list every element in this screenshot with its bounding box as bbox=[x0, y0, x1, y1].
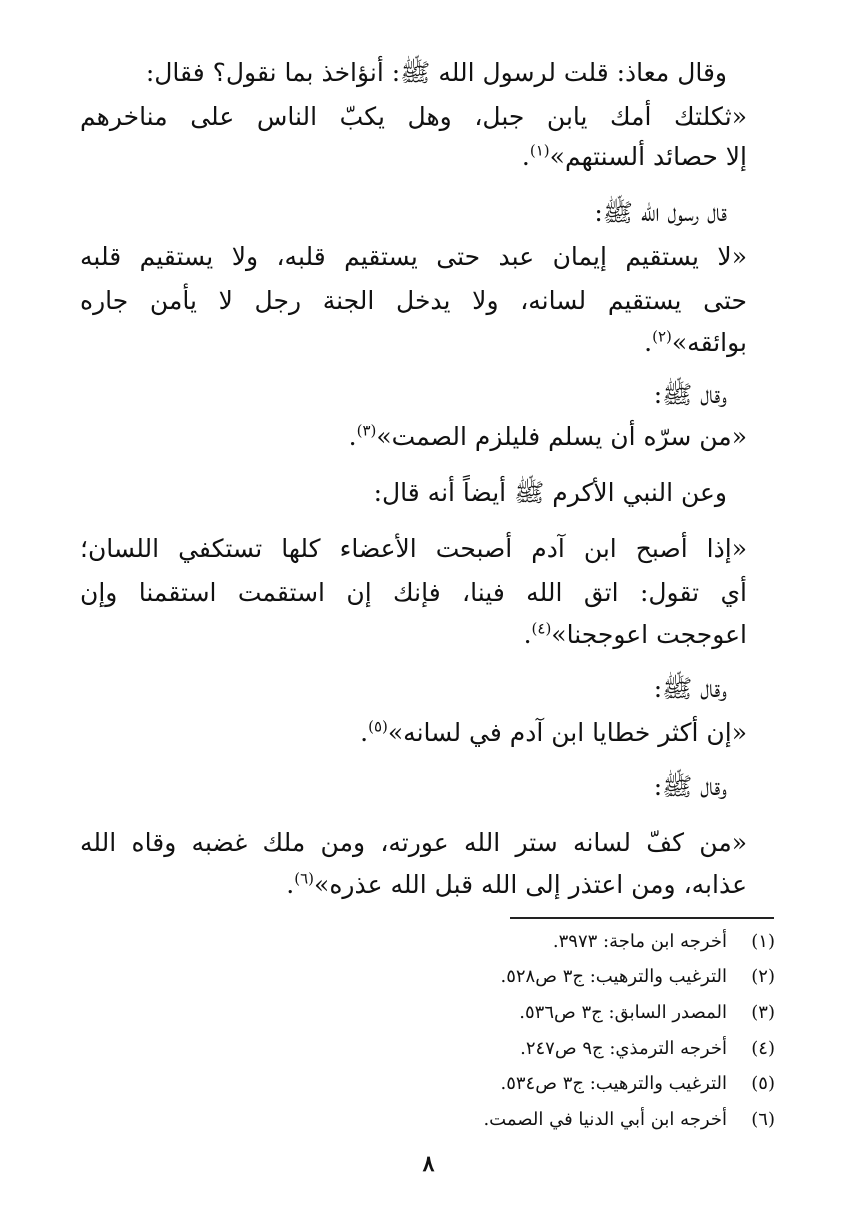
text-line: أي تقول: اتق الله فينا، فإنك إن استقمت استقمنا وإن bbox=[80, 578, 747, 607]
text-line: إلا حصائد ألسنتهم»$^{(١)}$. bbox=[521, 141, 747, 171]
page-number: ٨ bbox=[422, 1151, 435, 1177]
text-line: «من سرّه أن يسلم فليلزم الصمت»$^{(٣)}$. bbox=[348, 421, 747, 451]
footnote: (٤) أخرجه الترمذي: ج٩ ص٢٤٧. bbox=[520, 1038, 775, 1059]
text-line: «من كفّ لسانه ستر الله عورته، ومن ملك غضبه وقاه الله bbox=[80, 828, 747, 857]
text-line: وقال معاذ: قلت لرسول الله ﷺ: أنؤاخذ بما نقول؟ فقال: bbox=[145, 58, 727, 87]
footnote-ref: (٣) bbox=[356, 421, 377, 440]
footnote-ref: (٢) bbox=[652, 327, 672, 346]
text-line: وعن النبي الأكرم ﷺ أيضاً أنه قال: bbox=[373, 478, 727, 507]
text-line: وقال ﷺ: bbox=[653, 380, 727, 409]
footnote-ref: (١) bbox=[529, 141, 550, 160]
text-line: «ثكلتك أمك يابن جبل، وهل يكبّ الناس على مناخرهم bbox=[80, 102, 747, 131]
text-line: حتى يستقيم لسانه، ولا يدخل الجنة رجل لا يأمن جاره bbox=[80, 286, 748, 315]
text-line: «إن أكثر خطايا ابن آدم في لسانه»$^{(٥)}$. bbox=[360, 717, 747, 747]
footnote-ref: (٦) bbox=[294, 869, 315, 888]
text-line: «إذا أصبح ابن آدم أصبحت الأعضاء كلها تستكفي اللسان؛ bbox=[80, 534, 747, 563]
text-line: قال رسول الله ﷺ: bbox=[594, 198, 727, 227]
footnote: (٦) أخرجه ابن أبي الدنيا في الصمت. bbox=[483, 1109, 775, 1130]
text-line: اعوججت اعوججنا»$^{(٤)}$. bbox=[523, 619, 747, 649]
footnote: (٥) الترغيب والترهيب: ج٣ ص٥٣٤. bbox=[500, 1073, 775, 1094]
text-line: وقال ﷺ: bbox=[653, 674, 727, 703]
footnote: (١) أخرجه ابن ماجة: ٣٩٧٣. bbox=[552, 931, 775, 952]
text-line: بوائقه»$^{(٢)}$. bbox=[644, 327, 747, 357]
footnote: (٢) الترغيب والترهيب: ج٣ ص٥٢٨. bbox=[500, 966, 775, 987]
text-line: عذابه، ومن اعتذر إلى الله قبل الله عذره»$^{(٦)}$. bbox=[286, 869, 747, 899]
footnote-separator bbox=[510, 917, 774, 919]
footnote-ref: (٤) bbox=[531, 619, 552, 638]
text-line: «لا يستقيم إيمان عبد حتى يستقيم قلبه، ولا يستقيم قلبه bbox=[80, 242, 747, 271]
text-line: وقال ﷺ: bbox=[653, 772, 727, 801]
footnote: (٣) المصدر السابق: ج٣ ص٥٣٦. bbox=[519, 1002, 775, 1023]
footnote-ref: (٥) bbox=[368, 717, 388, 736]
